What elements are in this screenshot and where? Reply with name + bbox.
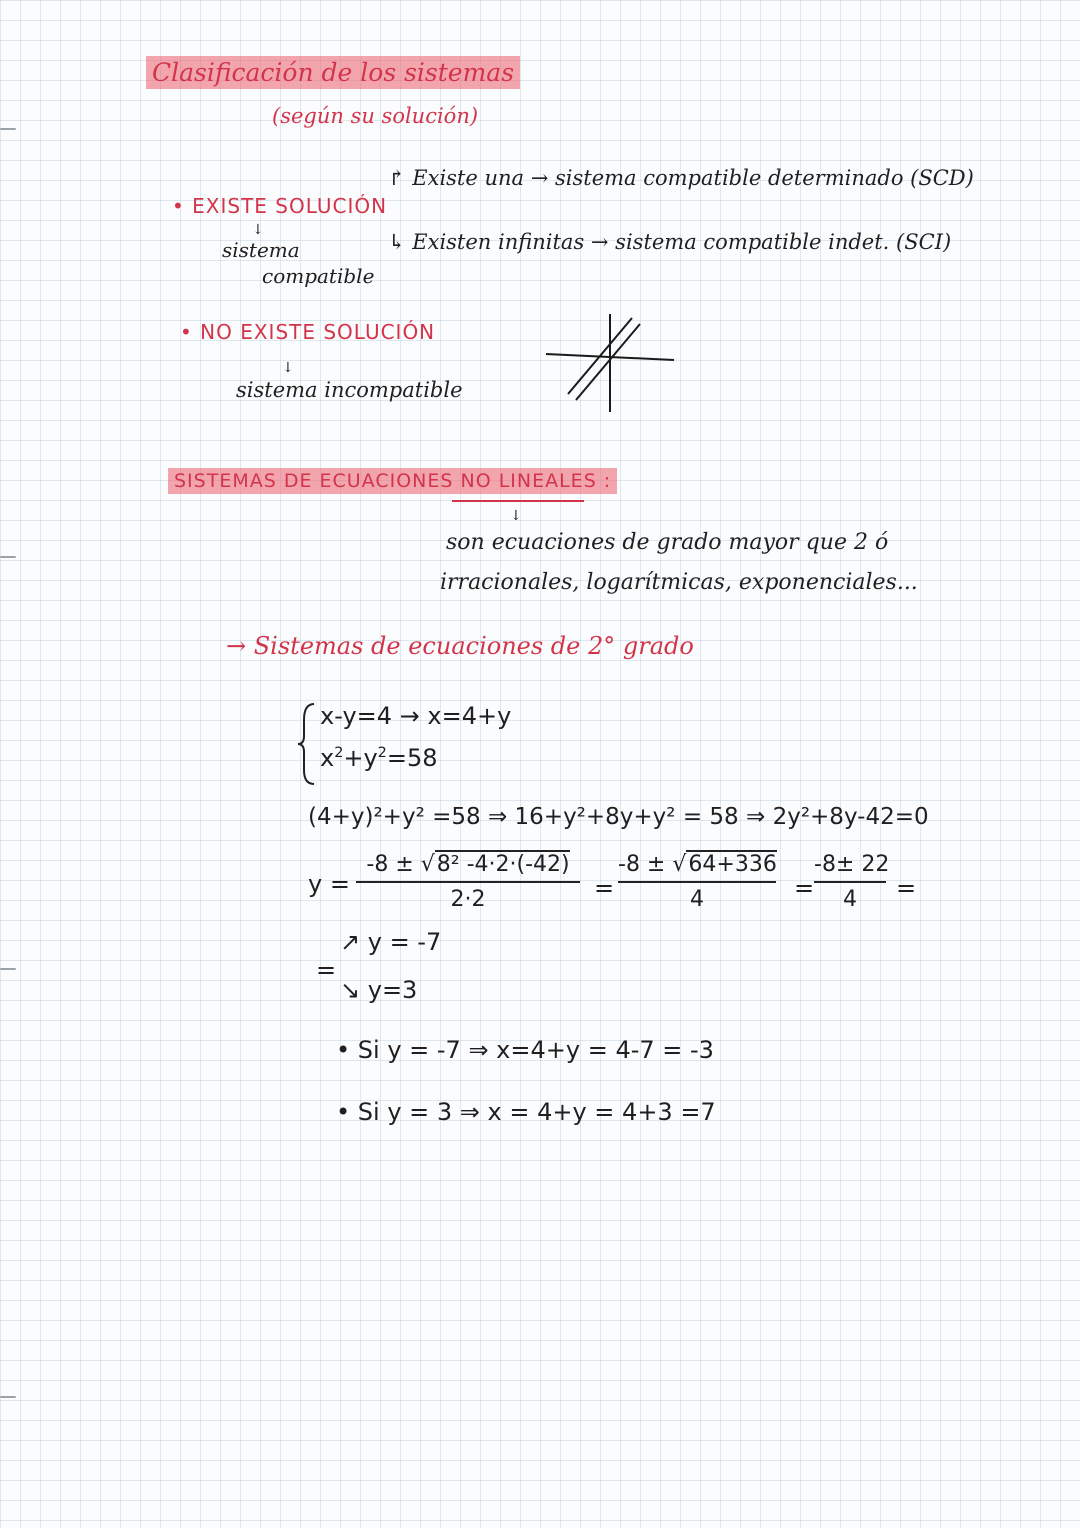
- equals-sign: =: [594, 874, 615, 902]
- nonlinear-description-line1: son ecuaciones de grado mayor que 2 ó: [446, 530, 889, 555]
- down-arrow-icon: ↓: [510, 508, 522, 524]
- exists-solution-label: • EXISTE SOLUCIÓN: [172, 194, 388, 218]
- binder-hole-mark: [0, 556, 16, 558]
- down-arrow-icon: ↓: [282, 360, 294, 376]
- solutions-equals: =: [316, 956, 337, 984]
- solution-y-positive: ↘ y=3: [340, 976, 418, 1004]
- down-arrow-icon: ↓: [252, 222, 264, 238]
- incompatible-system-label: sistema incompatible: [236, 378, 463, 402]
- discriminant-fraction: $\frac{-8 \pm √64+336}{4}$: [618, 852, 777, 912]
- system-brace: [296, 700, 318, 788]
- equals-sign: =: [794, 874, 815, 902]
- equation-1: x-y=4 → x=4+y: [320, 702, 512, 730]
- binder-hole-mark: [0, 1396, 16, 1398]
- parallel-line: [576, 324, 640, 400]
- branch-infinite-solutions: ↳ Existen infinitas → sistema compatible indet. (SCI): [388, 230, 952, 254]
- simplified-fraction: $\frac{-8\pm 22}{4}$: [814, 852, 890, 912]
- binder-hole-mark: [0, 128, 16, 130]
- quadratic-formula-fraction: $\frac{\text{-8 ± √8² -4·2·(-42)}}{2\cdot 2}$: [356, 852, 580, 912]
- page-subtitle: (según su solución): [272, 104, 479, 128]
- heading-underline: [452, 500, 584, 502]
- y-equals: y =: [308, 870, 350, 898]
- equals-sign: =: [896, 874, 917, 902]
- second-degree-heading: → Sistemas de ecuaciones de 2° grado: [226, 632, 694, 660]
- compatible-system-line2: compatible: [262, 264, 375, 288]
- branch-one-solution: ↱ Existe una → sistema compatible determinado (SCD): [388, 166, 974, 190]
- compatible-system-line1: sistema: [222, 238, 300, 262]
- substitution-line: (4+y)²+y² =58 ⇒ 16+y²+8y+y² = 58 ⇒ 2y²+8y-42=0: [308, 804, 929, 830]
- parallel-lines-diagram: [540, 308, 680, 418]
- solution-y-negative: ↗ y = -7: [340, 928, 442, 956]
- case-y-3: • Si y = 3 ⇒ x = 4+y = 4+3 =7: [336, 1098, 716, 1126]
- case-y-minus-7: • Si y = -7 ⇒ x=4+y = 4-7 = -3: [336, 1036, 714, 1064]
- page-title: Clasificación de los sistemas: [146, 58, 520, 87]
- equation-2: $x^2+y^2=58$: [320, 744, 438, 772]
- binder-hole-mark: [0, 968, 16, 970]
- no-solution-label: • NO EXISTE SOLUCIÓN: [180, 320, 436, 344]
- nonlinear-description-line2: irracionales, logarítmicas, exponenciales...: [440, 570, 918, 595]
- nonlinear-systems-heading: SISTEMAS DE ECUACIONES NO LINEALES :: [168, 470, 617, 492]
